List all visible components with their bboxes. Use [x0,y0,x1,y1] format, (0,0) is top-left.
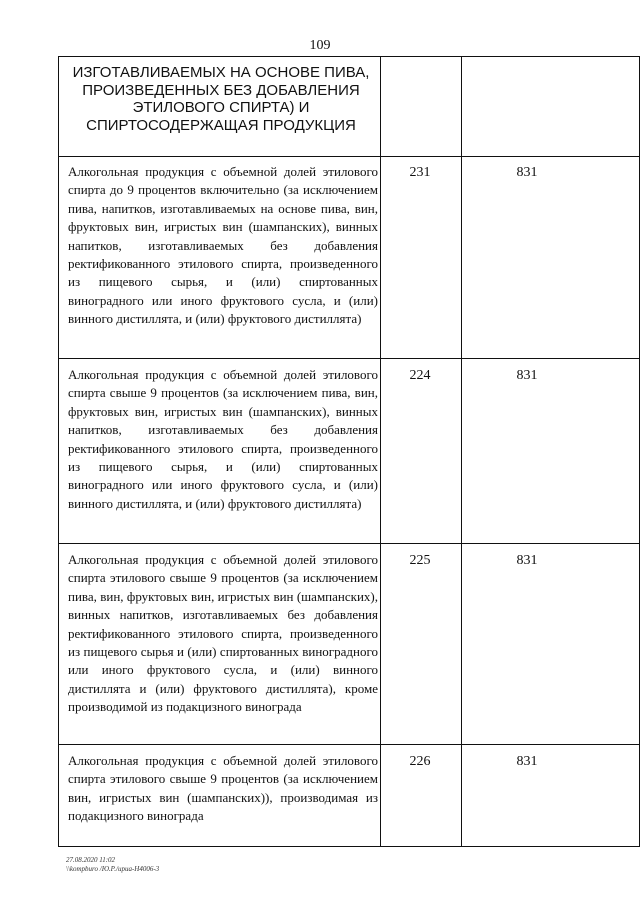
row-divider [58,358,640,359]
footer-file-path: \\kompburo /Ю.Р./ириа-Н4006-3 [66,865,160,873]
row-description: Алкогольная продукция с объемной долей этилового спирта этилового свыше 9 процентов (за исключением вин, игристых вин (шампанских)), производимая из подакцизного винограда [68,753,378,824]
row-value: 831 [516,368,538,383]
row-description: Алкогольная продукция с объемной долей этилового спирта этилового свыше 9 процентов (за исключением пива, вин, фруктовых вин, игристых вин (шампанских), винных напитков, изготавливаемых без добавления ректификованного этилового спирта, произведенного из пищевого сырья и (или) спиртованных виноградного или иного фруктового сусла, и (или) винного дистиллята и (или) фруктового дистиллята), кроме производимой из подакцизного винограда [68,552,378,715]
row-value: 831 [516,754,538,769]
row-description: Алкогольная продукция с объемной долей этилового спирта до 9 процентов включительно (за исключением пива, напитков, изготавливаемых на основе пива, вин, фруктовых вин, игристых вин (шампанских), винных напитков, изготавливаемых без добавления ректификованного этилового спирта, произведенного из пищевого сырья, и (или) спиртованных виноградного или иного фруктового сусла, и (или) винного дистиллята, и (или) фруктового дистиллята) [68,164,378,327]
row-code: 231 [409,165,431,180]
row-divider [58,156,640,157]
footer-date: 27.08.2020 11:02 [66,856,116,864]
table-border-left [58,56,59,847]
row-divider [58,543,640,544]
table-border-bottom [58,846,640,847]
row-code: 226 [409,754,431,769]
table-header-text: ИЗГОТАВЛИВАЕМЫХ НА ОСНОВЕ ПИВА, ПРОИЗВЕДЕННЫХ БЕЗ ДОБАВЛЕНИЯ ЭТИЛОВОГО СПИРТА) И СПИРТОСОДЕРЖАЩАЯ ПРОДУКЦИЯ [72,64,370,134]
row-description: Алкогольная продукция с объемной долей этилового спирта свыше 9 процентов (за исключением пива, вин, фруктовых вин, игристых вин (шампанских), винных напитков, изготавливаемых без добавления ректификованного этилового спирта, произведенного из пищевого сырья, и (или) спиртованных виноградного или иного фруктового сусла, и (или) винного дистиллята, и (или) фруктового дистиллята) [68,367,378,511]
row-value: 831 [516,553,538,568]
table-border-top [58,56,640,57]
page-number: 109 [309,38,331,53]
row-code: 225 [409,553,431,568]
row-divider [58,744,640,745]
row-value: 831 [516,165,538,180]
row-code: 224 [409,368,431,383]
